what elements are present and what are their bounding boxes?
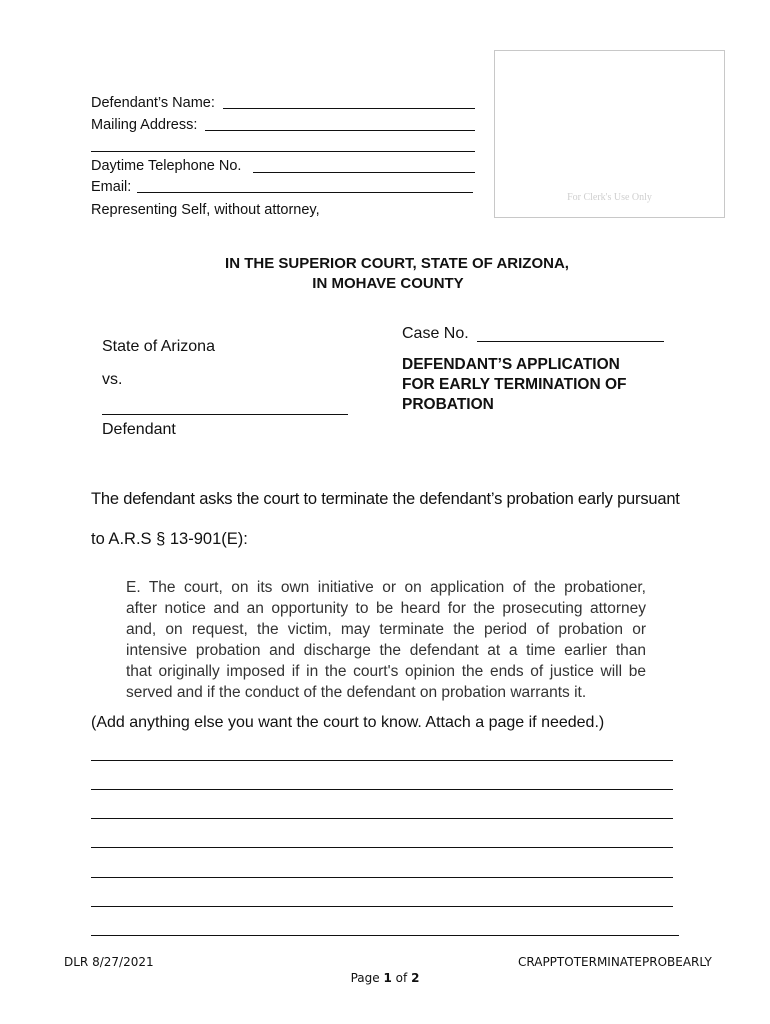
statute-line: that originally imposed if in the court's opinion the ends of justice will be [126, 663, 646, 680]
footer-form-code: CRAPPTOTERMINATEPROBEARLY [518, 955, 712, 969]
defendant-name-label: Defendant’s Name: [91, 95, 215, 111]
statute-line: after notice and an opportunity to be heard for the prosecuting attorney [126, 600, 646, 617]
case-number-field[interactable] [477, 341, 664, 342]
mailing-address-field[interactable] [205, 130, 475, 131]
telephone-field[interactable] [253, 172, 475, 173]
court-heading-line1: IN THE SUPERIOR COURT, STATE OF ARIZONA, [225, 255, 569, 272]
statute-line: E. The court, on its own initiative or on application of the probationer, [126, 579, 646, 596]
statute-line: intensive probation and discharge the defendant at a time earlier than [126, 642, 646, 659]
statute-quote [126, 577, 646, 703]
page-current: 1 [383, 971, 392, 985]
document-title-line1: DEFENDANT’S APPLICATION [402, 356, 620, 373]
writing-line[interactable] [91, 877, 673, 878]
email-label: Email: [91, 179, 132, 195]
versus-text: vs. [102, 371, 123, 388]
statute-line: served and if the conduct of the defendant on probation warrants it. [126, 684, 587, 701]
document-title-line2: FOR EARLY TERMINATION OF [402, 376, 627, 393]
email-field[interactable] [137, 192, 473, 193]
intro-text-line1: The defendant asks the court to terminate the defendant’s probation early pursuant [91, 490, 680, 508]
representing-self-text: Representing Self, without attorney, [91, 202, 320, 218]
writing-line[interactable] [91, 935, 679, 936]
mailing-address-field-2[interactable] [91, 151, 475, 152]
page-total: 2 [411, 971, 420, 985]
writing-line[interactable] [91, 818, 673, 819]
defendant-label: Defendant [102, 421, 176, 438]
writing-line[interactable] [91, 847, 673, 848]
page-number [0, 971, 770, 985]
document-title-line3: PROBATION [402, 396, 494, 413]
writing-line[interactable] [91, 789, 673, 790]
writing-line[interactable] [91, 906, 673, 907]
plaintiff-name: State of Arizona [102, 338, 215, 355]
additional-info-prompt: (Add anything else you want the court to know. Attach a page if needed.) [91, 714, 605, 731]
case-number-label: Case No. [402, 325, 469, 342]
clerk-use-label: For Clerk's Use Only [567, 192, 652, 203]
writing-line[interactable] [91, 760, 673, 761]
intro-text-line2: to A.R.S § 13-901(E): [91, 530, 248, 548]
defendant-name-caption-field[interactable] [102, 414, 348, 415]
clerk-use-box [494, 50, 725, 218]
page-word: Page [350, 971, 380, 985]
footer-revision-date: DLR 8/27/2021 [64, 955, 154, 969]
defendant-name-field[interactable] [223, 108, 475, 109]
statute-line: and, on request, the victim, may terminate the period of probation or [126, 621, 646, 638]
telephone-label: Daytime Telephone No. [91, 158, 242, 174]
mailing-address-label: Mailing Address: [91, 117, 198, 133]
court-heading-line2: IN MOHAVE COUNTY [312, 275, 464, 292]
page-of: of [395, 971, 408, 985]
